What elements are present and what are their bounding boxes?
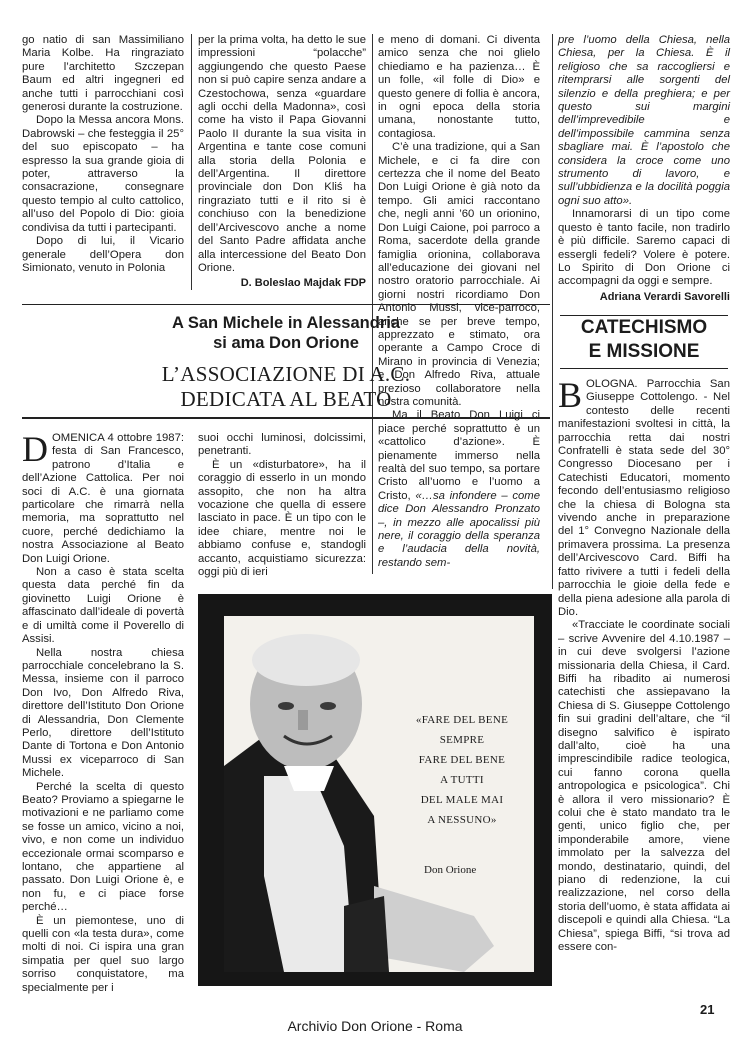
paragraph: Non a caso è stata scelta questa data perché fin da giovinetto Luigi Orione è affascinato dall’ideale di povertà e di umiltà come il Poverello di Assisi. (22, 566, 184, 646)
paragraph (22, 429, 184, 566)
paragraph: Dopo di lui, il Vicario generale dell’Opera don Simionato, venuto in Polonia (22, 235, 184, 274)
paragraph: È un piemontese, uno di quelli con «la testa dura», come molti di noi. Ci ispira una gran simpatia per quel suo largo sorriso conquistatore, ma specialmente per i (22, 914, 184, 994)
quote-line: A NESSUNO» (427, 814, 497, 826)
italic-quote: «…sa infondere – come dice Don Alessandro Pronzato –, in mezzo alle apocalissi più nere, il coraggio della speranza e l’audacia della novità, restando sem- (378, 489, 540, 569)
paragraph: e meno di domani. Ci diventa amico senza che noi glielo chiediamo e ha pazienza… È un folle, «il folle di Dio» e questo genere di follia è ancora, in ogni epoca della storia umana, nonostante tutto, contagiosa. (378, 34, 540, 140)
don-orione-photo (198, 594, 552, 986)
paragraph-text: Ma il Beato Don Luigi ci piace perché soprattutto è un «cattolico d’azione». È pienamente immerso nella realtà del suo tempo, sa portare Cristo all’uomo e l’uomo a Cristo, (378, 409, 540, 502)
paragraph: per la prima volta, ha detto le sue impressioni “polacche” aggiungendo che questo Paese non si può capire senza andare a Czestochowa, senza «guardare agli occhi della Madonna», così come ha visto il Papa Giovanni Paolo II durante la sua visita in Argentina e tante cose comuni alla storia della Polonia e dell’Argentina. Il direttore provinciale don Don Kliś ha ringraziato tutti e il rito si è conchiuso con la benedizione dell’Arcivescovo anche a nome del Santo Padre affidata anche alla intercessione del Beato Don Orione. (198, 34, 366, 274)
quote-line: SEMPRE (439, 734, 485, 746)
sidebar-article (558, 375, 730, 954)
article-supertitle: A San Michele in Alessandria (171, 314, 401, 332)
article-header (22, 304, 550, 419)
paragraph: È un «disturbatore», ha il coraggio di esserlo in un mondo assopito, che non ha altra vocazione che quella di essere lasciato in pace. È un tipo con le idee chiare, mentre noi le abbiamo confuse e, standogli accanto, acquistiamo sicurezza: oggi più di ieri (198, 458, 366, 579)
article-column-1 (22, 429, 184, 995)
drop-cap: D (22, 429, 48, 469)
card-quote (400, 710, 524, 830)
author-signature: Adriana Verardi Savorelli (599, 290, 730, 303)
column-2-top (198, 34, 366, 291)
column-divider (552, 34, 553, 589)
paragraph (378, 409, 540, 570)
paragraph: Innamorarsi di un tipo come questo è tanto facile, non tradirlo è più difficile. Saremo capaci di essergli fedeli? Volere è potere. Lo Spirito di Don Orione ci accompagni da oggi e sempre. (558, 208, 730, 288)
paragraph: Perché la scelta di questo Beato? Proviamo a spiegarne le motivazioni e ne parliamo come se fosse un amico, vicino a noi, vivo, e non come un individuo eccezionale ormai scomparso e lontano, che appartiene al passato. Don Luigi Orione è, e non fu, e ci piace forse perché… (22, 780, 184, 914)
sidebar-title: E MISSIONE (588, 341, 700, 362)
paragraph: go natio di san Massimiliano Maria Kolbe. Ha ringraziato pure l’architetto Szczepan Baum ed altri ingegneri ed anche tutti i parrocchiani così generosi durante la costruzione. (22, 34, 184, 114)
author-signature: D. Boleslao Majdak FDP (240, 277, 366, 290)
sidebar-title: CATECHISMO (580, 317, 708, 338)
paragraph: Nella nostra chiesa parrocchiale concelebrano la S. Messa, insieme con il parroco Don Ivo, Don Alfredo Riva, direttore dell’Istituto Don Orione di Alessandria, Don Clemente Perlo, direttore dell’Istituto Dante di Tortona e Don Antonio Mussi ex viceparroco di San Michele. (22, 646, 184, 780)
paragraph: suoi occhi luminosi, dolcissimi, penetranti. (198, 432, 366, 458)
paragraph-text: OLOGNA. Parrocchia San Giuseppe Cottolengo. - Nel contesto delle recenti manifestazioni svoltesi in città, la parrocchia retta dai nostri Confratelli è stata sede del 30° Congresso Diocesano per i Catechisti Educatori, momento fecondo dell’entusiasmo religioso che la chiesa di Bologna sta vivendo anche in preparazione del 1° Convegno Nazionale della primavera prossima. La presenza dell’Arcivescovo Card. Biffi ha fatto rivivere a tutti i fedeli della parrocchia le gioie della fede e della piena adesione alla parola di Dio. (558, 378, 730, 618)
column-3 (378, 34, 540, 570)
article-headline: DEDICATA AL BEATO (180, 387, 392, 411)
paragraph: C’è una tradizione, qui a San Michele, e ci fa dire con certezza che il nome del Beato Don Luigi Orione è già noto da tempo. Gli amici raccontano che, negli anni ’60 un orionino, Don Luigi Caione, poi parroco a Roma, sacerdote della grande famiglia orionina, collaborava all’educazione dei giovani nel nostro oratorio parrocchiale. Ai giorni nostri ricordiamo Don Antonio Mussi, vice-parroco, anche se per breve tempo, apprezzato e stimato, ora operante a Campo Croce di Mirano in provincia di Venezia; e Don Alfredo Riva, attuale prezioso collaboratore nella nostra comunità. (378, 141, 540, 408)
quote-signature: Don Orione (424, 864, 477, 876)
archive-footer: Archivio Don Orione - Roma (287, 1018, 463, 1034)
paragraph (558, 375, 730, 619)
column-1-top (22, 34, 184, 275)
paragraph: Dopo la Messa ancora Mons. Dabrowski – che festeggia il 25° del suo episcopato – ha espresso la sua grande gioia di poter, attraverso la consacrazione, consegnare questo tempio al culto cattolico, all’uso del Popolo di Dio: gioia condivisa da tutti i partecipanti. (22, 114, 184, 234)
article-supertitle: si ama Don Orione (213, 334, 359, 352)
quote-line: DEL MALE MAI (420, 794, 504, 806)
article-column-2 (198, 432, 366, 579)
quote-line: «FARE DEL BENE (415, 714, 509, 726)
quote-line: A TUTTI (440, 774, 484, 786)
sidebar-headline (560, 315, 728, 369)
paragraph-text: OMENICA 4 ottobre 1987: festa di San Francesco, patrono d’Italia e dell’Azione Cattolica. Per noi soci di A.C. è una giornata particolare che rimarrà nella memoria, ma soprattutto nel cuore, perché dedichiamo la nostra Associazione al Beato Don Luigi Orione. (22, 432, 184, 565)
quote-line: FARE DEL BENE (418, 754, 506, 766)
column-divider (191, 34, 192, 290)
paragraph: «Tracciate le coordinate sociali – scrive Avvenire del 4.10.1987 – in cui deve svolgersi l’azione missionaria della Chiesa, il Card. Biffi ha ribadito ai numerosi catechisti che assiepavano la Chiesa di S. Giuseppe Cottolengo fin sui gradini dell’altare, che “il disegno salvifico è ispirato dall’alto, cioè ha una imprescindibile radice teologica, cui fanno corona quella antropologica e psicologica”. Chi è allora il vero missionario? È colui che è stato mandato tra le genti, unico figlio che, per imponderabile amore, viene immolato per la salvezza del mondo, destinatario, quindi, del piano di redenzione, la cui realizzazione, nel corso della storia dell’uomo, è stata affidata ai discepoli e quindi alla Chiesa. “La Chiesa”, spiega Biffi, “si trova ad essere con- (558, 619, 730, 954)
italic-quote-continued: pre l’uomo della Chiesa, nella Chiesa, per la Chiesa. È il religioso che sa raccogliersi e ritemprarsi alle sorgenti del silenzio e della preghiera; e per questo sui margini dell’imprevedibile e dell’impossibile cammina senza sbagliare mai. È l’apostolo che considera la croce come uno strumento di lavoro, e sull’ubbidienza e la docilità poggia ogni suo atto». (558, 34, 730, 207)
holy-card (224, 616, 534, 972)
column-4-top (558, 34, 730, 304)
article-headline: L’ASSOCIAZIONE DI A.C. (161, 362, 411, 386)
drop-cap: B (558, 375, 583, 415)
page-number: 21 (700, 1002, 715, 1017)
